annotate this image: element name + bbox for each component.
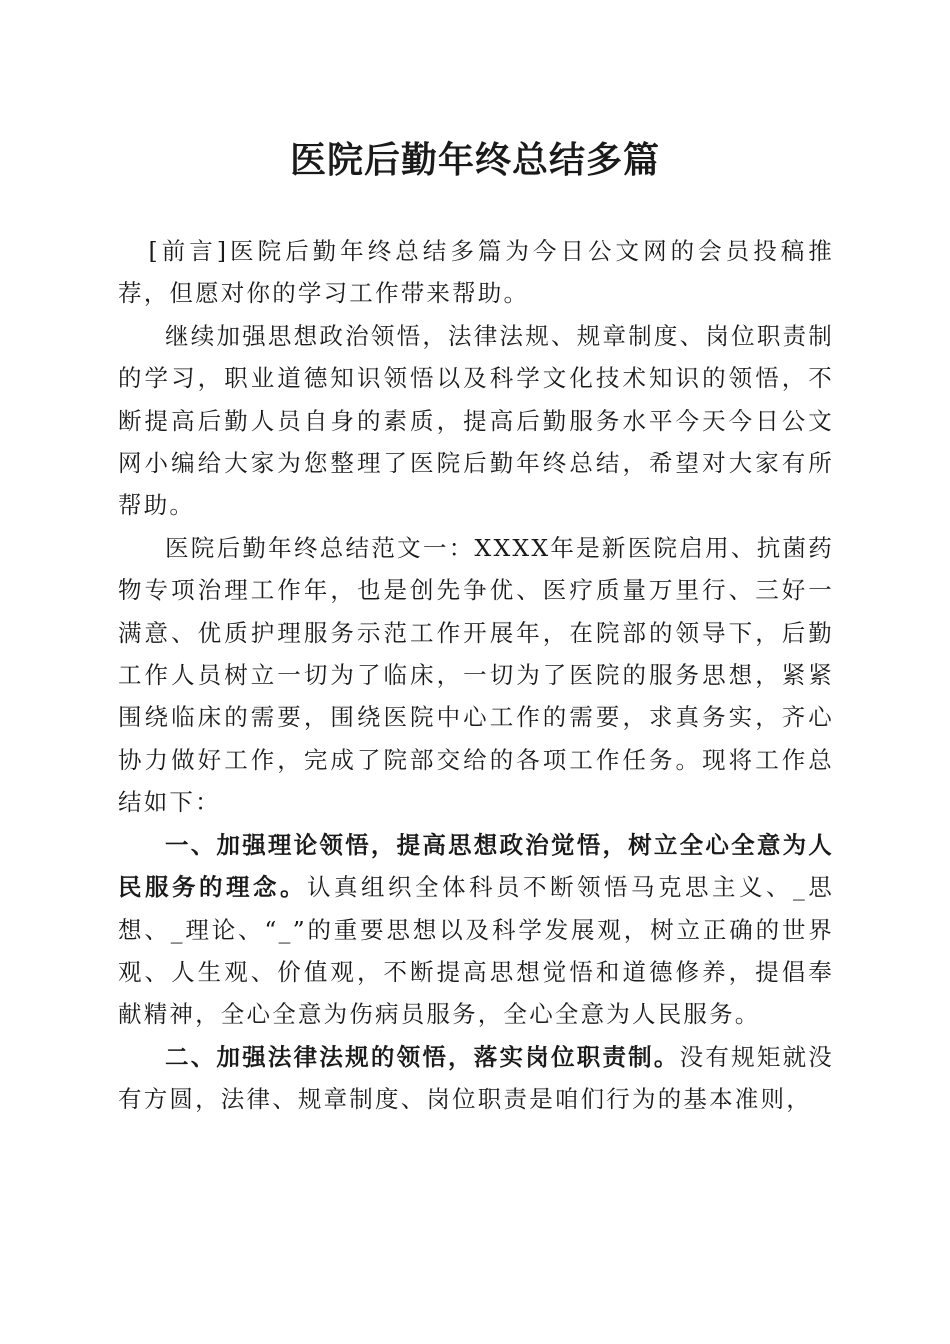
section-one-paragraph <box>118 824 834 1036</box>
section-two-paragraph <box>118 1036 834 1121</box>
section-two-heading: 二、加强法律法规的领悟，落实岗位职责制。 <box>165 1042 680 1071</box>
document-body <box>118 230 834 1121</box>
document-title: 医院后勤年终总结多篇 <box>289 139 660 181</box>
preface-paragraph: [前言]医院后勤年终总结多篇为今日公文网的会员投稿推荐，但愿对你的学习工作带来帮助。 <box>118 237 834 308</box>
sample-one-paragraph: 医院后勤年终总结范文一：XXXX年是新医院启用、抗菌药物专项治理工作年，也是创先争优、医疗质量万里行、三好一满意、优质护理服务示范工作开展年，在院部的领导下，后勤工作人员树立一切为了临床，一切为了医院的服务思想，紧紧围绕临床的需要，围绕医院中心工作的需要，求真务实，齐心协力做好工作，完成了院部交给的各项工作任务。现将工作总结如下： <box>118 533 834 817</box>
section-one-heading: 一、加强理论领悟，提高思想政治觉悟，树立全心全意为人民服务的理念。 <box>118 830 834 902</box>
intro-paragraph: 继续加强思想政治领悟，法律法规、规章制度、岗位职责制的学习，职业道德知识领悟以及科学文化技术知识的领悟，不断提高后勤人员自身的素质，提高后勤服务水平今天今日公文网小编给大家为您整理了医院后勤年终总结，希望对大家有所帮助。 <box>118 321 834 520</box>
section-two-body: 没有规矩就没有方圆，法律、规章制度、岗位职责是咱们行为的基本准则， <box>118 1042 835 1114</box>
section-one-body: 认真组织全体科员不断领悟马克思主义、_思想、_理论、“_”的重要思想以及科学发展观，树立正确的世界观、人生观、价值观，不断提高思想觉悟和道德修养，提倡奉献精神，全心全意为伤病员服务，全心全意为人民服务。 <box>118 873 834 1029</box>
